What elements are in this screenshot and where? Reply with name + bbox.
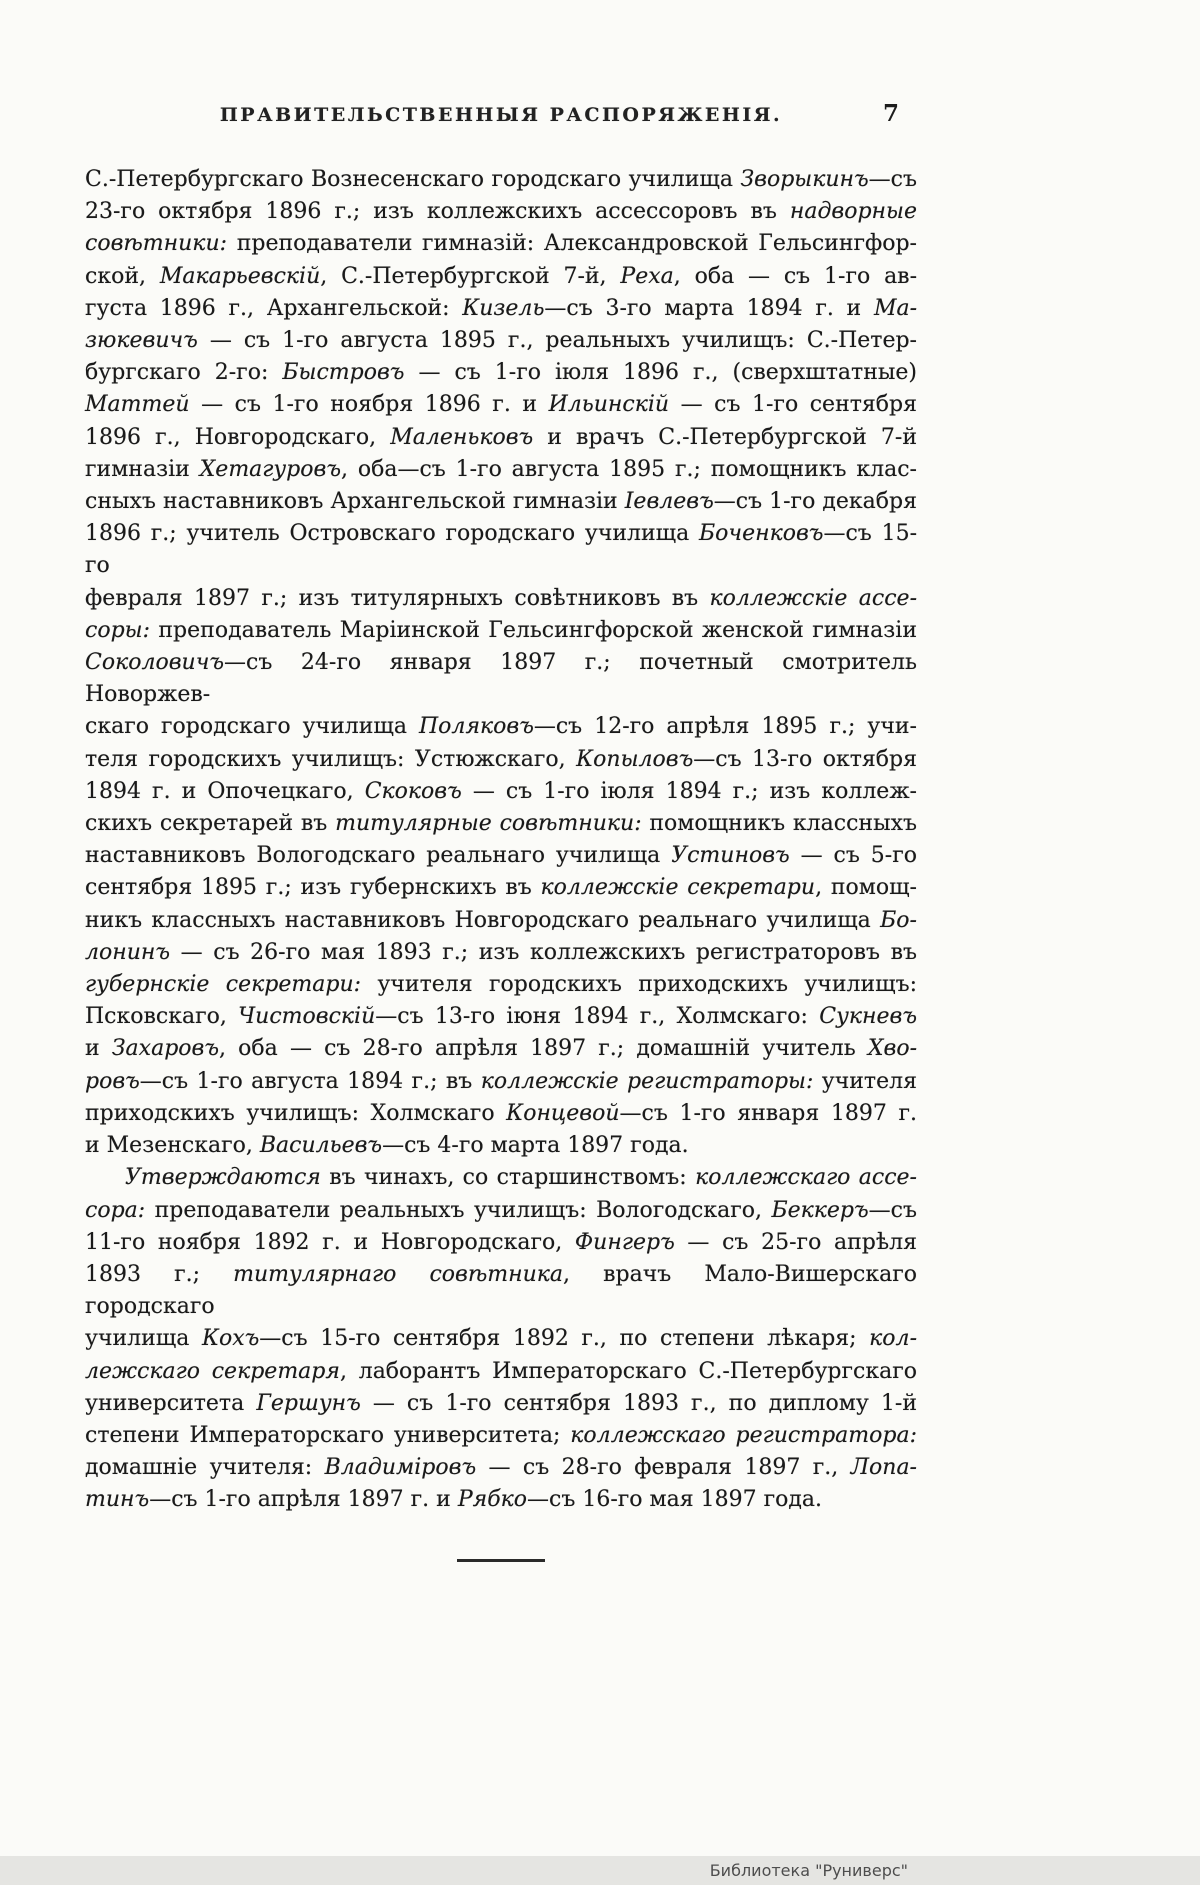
page-header bbox=[85, 100, 917, 136]
italic-run: коллежскіе регистраторы: bbox=[480, 1068, 814, 1094]
text-line bbox=[85, 1162, 917, 1194]
text-run: степени Императорскаго университета; bbox=[85, 1422, 571, 1448]
italic-run: губернскіе секретари: bbox=[85, 972, 362, 998]
text-run: — съ 1-го сентября 1893 г., по диплому 1-й bbox=[360, 1390, 917, 1416]
watermark-bar bbox=[0, 1856, 1200, 1885]
text-run: никъ классныхъ наставниковъ Новгородскаго реальнаго училища bbox=[85, 907, 881, 933]
text-run: Псковскаго, bbox=[85, 1004, 239, 1030]
italic-run: Сукневъ bbox=[819, 1004, 917, 1030]
text-line bbox=[85, 357, 917, 389]
text-run: сентября 1895 г.; изъ губернскихъ въ bbox=[85, 875, 541, 901]
italic-run: Кизель bbox=[462, 295, 545, 321]
text-line bbox=[85, 1001, 917, 1033]
italic-run: коллежскаго регистратора: bbox=[570, 1422, 917, 1448]
italic-run: коллежскаго ассе- bbox=[695, 1165, 917, 1191]
italic-run: Беккеръ bbox=[771, 1197, 869, 1223]
text-run: приходскихъ училищъ: Холмскаго bbox=[85, 1100, 507, 1126]
text-run: 1896 г.; учитель Островскаго городскаго училища bbox=[85, 521, 700, 547]
text-line bbox=[85, 776, 917, 808]
text-line bbox=[85, 454, 917, 486]
text-line bbox=[85, 711, 917, 743]
text-line bbox=[85, 389, 917, 421]
document-body bbox=[85, 164, 917, 1517]
italic-run: зюкевичъ bbox=[85, 328, 198, 354]
text-run: — съ 1-го ноября 1896 г. и bbox=[189, 392, 549, 418]
text-run: 11-го ноября 1892 г. и Новгородскаго, bbox=[85, 1229, 575, 1255]
text-run: преподаватель Маріинской Гельсингфорской женской гимназіи bbox=[149, 617, 917, 643]
text-line bbox=[85, 1098, 917, 1130]
text-run: —съ 1-го августа 1894 г.; въ bbox=[139, 1068, 481, 1094]
italic-run: лонинъ bbox=[85, 939, 171, 965]
page-title: ПРАВИТЕЛЬСТВЕННЫЯ РАСПОРЯЖЕНІЯ. bbox=[219, 104, 783, 126]
text-run: —съ 15-го bbox=[85, 521, 918, 579]
italic-run: сора: bbox=[85, 1197, 146, 1223]
text-line bbox=[85, 228, 917, 260]
text-run: учителя bbox=[813, 1068, 917, 1094]
paragraph bbox=[85, 164, 917, 1162]
text-run: и Мезенскаго, bbox=[85, 1133, 260, 1159]
text-line bbox=[85, 840, 917, 872]
text-run: 1894 г. и Опочецкаго, bbox=[85, 778, 365, 804]
text-run: 23-го октября 1896 г.; изъ коллежскихъ ассессоровъ въ bbox=[85, 199, 790, 225]
italic-run: Чистовскій bbox=[238, 1004, 376, 1030]
text-run: —съ 15-го сентября 1892 г., по степени лѣкаря; bbox=[259, 1326, 870, 1352]
text-line bbox=[85, 937, 917, 969]
italic-run: Макарьевскій bbox=[159, 263, 321, 289]
text-line bbox=[85, 615, 917, 647]
text-run: — съ 28-го февраля 1897 г., bbox=[476, 1455, 851, 1481]
text-run: скихъ секретарей въ bbox=[85, 811, 336, 837]
page-content bbox=[85, 100, 918, 1562]
text-line bbox=[85, 808, 917, 840]
text-run: —съ 16-го мая 1897 года. bbox=[527, 1487, 823, 1513]
italic-run: титулярные совѣтники: bbox=[335, 811, 642, 837]
text-line bbox=[85, 1130, 917, 1162]
italic-run: надворные bbox=[789, 199, 917, 225]
text-run: , оба — съ 1-го ав- bbox=[673, 263, 917, 289]
italic-run: Реха bbox=[620, 263, 674, 289]
section-divider-rule bbox=[457, 1559, 545, 1562]
text-line bbox=[85, 261, 917, 293]
text-line bbox=[85, 1227, 917, 1259]
italic-run: титулярнаго совѣтника bbox=[233, 1261, 564, 1287]
italic-run: Маттей bbox=[85, 392, 190, 418]
text-run: преподаватели гимназій: Александровской Гельсингфор- bbox=[227, 231, 917, 257]
italic-run: Хетагуровъ bbox=[199, 456, 341, 482]
text-run: —съ 3-го марта 1894 г. и bbox=[544, 295, 874, 321]
text-run: 1896 г., Новгородскаго, bbox=[85, 424, 391, 450]
italic-run: Копыловъ bbox=[576, 746, 694, 772]
text-line bbox=[85, 293, 917, 325]
text-run: — съ 1-го іюля 1894 г.; изъ коллеж- bbox=[461, 778, 917, 804]
italic-run: Утверждаются bbox=[125, 1165, 321, 1191]
text-run: бургскаго 2-го: bbox=[85, 360, 283, 386]
text-run: —съ 12-го апрѣля 1895 г.; учи- bbox=[533, 714, 917, 740]
text-line bbox=[85, 647, 917, 711]
italic-run: Концевой bbox=[506, 1100, 620, 1126]
text-run: —съ 1-го декабря bbox=[713, 489, 917, 515]
text-run: 1893 г.; bbox=[85, 1261, 234, 1287]
italic-run: Ма- bbox=[873, 295, 918, 321]
italic-run: Хво- bbox=[867, 1036, 918, 1062]
text-run: теля городскихъ училищъ: Устюжскаго, bbox=[85, 746, 577, 772]
text-line bbox=[85, 744, 917, 776]
text-line bbox=[85, 872, 917, 904]
italic-run: Бо- bbox=[880, 907, 917, 933]
italic-run: Устиновъ bbox=[671, 843, 790, 869]
italic-run: Поляковъ bbox=[419, 714, 534, 740]
text-run: — съ 26-го мая 1893 г.; изъ коллежскихъ регистраторовъ въ bbox=[170, 939, 917, 965]
text-run: —съ 1-го января 1897 г. bbox=[619, 1100, 917, 1126]
text-line bbox=[85, 1388, 917, 1420]
italic-run: Васильевъ bbox=[259, 1133, 383, 1159]
italic-run: Владиміровъ bbox=[324, 1455, 477, 1481]
text-line bbox=[85, 1033, 917, 1065]
text-line bbox=[85, 1452, 917, 1484]
text-line bbox=[85, 1259, 917, 1323]
italic-run: Ильинскій bbox=[548, 392, 670, 418]
text-run: и врачъ С.-Петербургской 7-й bbox=[533, 424, 917, 450]
italic-run: Захаровъ bbox=[111, 1036, 219, 1062]
text-run: , лаборантъ Императорскаго С.-Петербургскаго bbox=[339, 1358, 917, 1384]
italic-run: соры: bbox=[85, 617, 150, 643]
italic-run: коллежскіе ассе- bbox=[709, 585, 917, 611]
text-run: сныхъ наставниковъ Архангельской гимназіи bbox=[85, 489, 625, 515]
text-line bbox=[85, 422, 917, 454]
text-run: въ чинахъ, со старшинствомъ: bbox=[320, 1165, 696, 1191]
italic-run: тинъ bbox=[85, 1487, 150, 1513]
text-run: —съ 13-го октября bbox=[693, 746, 917, 772]
text-run: и bbox=[85, 1036, 112, 1062]
text-run: — съ 5-го bbox=[789, 843, 917, 869]
text-run: помощникъ классныхъ bbox=[641, 811, 917, 837]
text-run: , оба—съ 1-го августа 1895 г.; помощникъ клас- bbox=[340, 456, 917, 482]
text-line bbox=[85, 969, 917, 1001]
text-line bbox=[85, 518, 917, 582]
text-line bbox=[85, 1066, 917, 1098]
text-run: , помощ- bbox=[815, 875, 917, 901]
italic-run: лежскаго секретаря bbox=[85, 1358, 340, 1384]
text-run: —съ 1-го апрѣля 1897 г. и bbox=[149, 1487, 458, 1513]
text-run: —съ bbox=[868, 1197, 917, 1223]
text-run: — съ 1-го іюля 1896 г., (сверхштатные) bbox=[404, 360, 917, 386]
italic-run: коллежскіе секретари bbox=[540, 875, 816, 901]
text-run: гимназіи bbox=[85, 456, 200, 482]
text-line bbox=[85, 905, 917, 937]
italic-run: Кохъ bbox=[201, 1326, 260, 1352]
text-run: , оба — съ 28-го апрѣля 1897 г.; домашній учитель bbox=[219, 1036, 868, 1062]
text-line bbox=[85, 164, 917, 196]
text-run: университета bbox=[85, 1390, 257, 1416]
italic-run: Лопа- bbox=[850, 1455, 917, 1481]
text-run: густа 1896 г., Архангельской: bbox=[85, 295, 463, 321]
watermark-text: Библиотека "Руниверс" bbox=[709, 1861, 908, 1880]
italic-run: Рябко bbox=[457, 1487, 528, 1513]
text-run: , врачъ Мало-Вишерскаго городскаго bbox=[85, 1261, 917, 1320]
text-run: домашніе учителя: bbox=[85, 1455, 325, 1481]
italic-run: ровъ bbox=[85, 1068, 140, 1094]
text-run: — съ 25-го апрѣля bbox=[674, 1229, 917, 1255]
italic-run: Гершунъ bbox=[256, 1390, 361, 1416]
text-run: скаго городскаго училища bbox=[85, 714, 419, 740]
italic-run: Боченковъ bbox=[699, 521, 824, 547]
italic-run: Іевлевъ bbox=[624, 489, 714, 515]
text-run: , С.-Петербургской 7-й, bbox=[320, 263, 621, 289]
text-run: наставниковъ Вологодскаго реальнаго училища bbox=[85, 843, 672, 869]
text-run: — съ 1-го августа 1895 г., реальныхъ училищъ: С.-Петер- bbox=[197, 328, 917, 354]
text-run: —съ 4-го марта 1897 года. bbox=[382, 1133, 689, 1159]
text-run: —съ 24-го января 1897 г.; почетный смотритель Новоржев- bbox=[85, 650, 917, 708]
italic-run: кол- bbox=[869, 1326, 917, 1352]
text-run: — съ 1-го сентября bbox=[669, 392, 917, 418]
text-run: —съ 13-го іюня 1894 г., Холмскаго: bbox=[375, 1004, 820, 1030]
text-line bbox=[85, 196, 917, 228]
italic-run: Быстровъ bbox=[282, 360, 405, 386]
italic-run: совѣтники: bbox=[85, 231, 228, 257]
text-line bbox=[85, 1195, 917, 1227]
italic-run: Зворыкинъ bbox=[740, 167, 869, 192]
italic-run: Фингеръ bbox=[574, 1229, 675, 1255]
text-line bbox=[85, 325, 917, 357]
text-line bbox=[85, 1484, 917, 1516]
text-line bbox=[85, 1356, 917, 1388]
text-line bbox=[85, 1420, 917, 1452]
text-run: учителя городскихъ приходскихъ училищъ: bbox=[361, 972, 918, 998]
text-run: училища bbox=[85, 1326, 202, 1352]
italic-run: Соколовичъ bbox=[85, 650, 225, 676]
paragraph bbox=[85, 1162, 917, 1516]
text-run: С.-Петербургскаго Вознесенскаго городскаго училища bbox=[85, 167, 741, 192]
text-run: ской, bbox=[85, 263, 160, 289]
text-run: —съ bbox=[868, 167, 917, 192]
text-run: преподаватели реальныхъ училищъ: Вологодскаго, bbox=[145, 1197, 772, 1223]
page-number: 7 bbox=[882, 100, 899, 127]
text-run: февраля 1897 г.; изъ титулярныхъ совѣтниковъ въ bbox=[85, 585, 710, 611]
italic-run: Скоковъ bbox=[364, 778, 462, 804]
text-line bbox=[85, 486, 917, 518]
text-line bbox=[85, 583, 917, 615]
italic-run: Маленьковъ bbox=[390, 424, 534, 450]
text-line bbox=[85, 1323, 917, 1355]
